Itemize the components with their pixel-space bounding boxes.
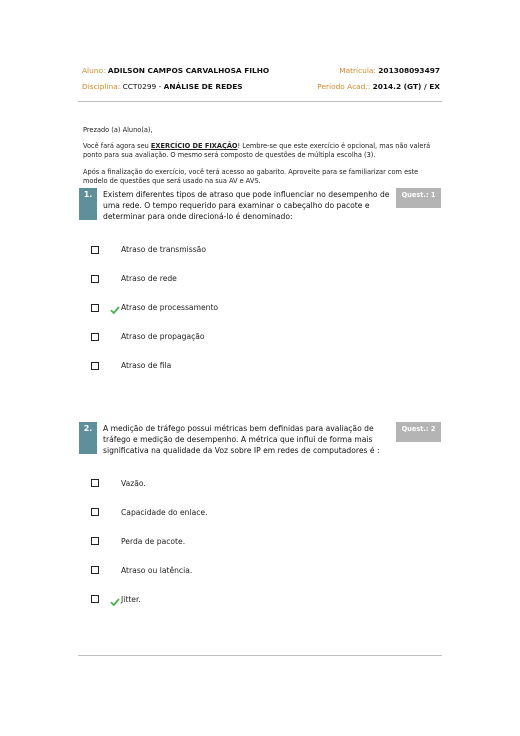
radio-square-icon[interactable] — [91, 479, 99, 487]
option-label: Atraso de transmissão — [121, 245, 206, 254]
radio-square-icon[interactable] — [91, 595, 99, 603]
radio-square-icon[interactable] — [91, 246, 99, 254]
radio-square-icon[interactable] — [91, 362, 99, 370]
question-line: determinar para onde direcioná-lo é denominado: — [103, 212, 293, 221]
radio-square-icon[interactable] — [91, 275, 99, 283]
check-icon — [110, 306, 120, 314]
radio-square-icon[interactable] — [91, 566, 99, 574]
option-label: Capacidade do enlace. — [121, 508, 208, 517]
intro-paragraph-1 — [83, 142, 443, 160]
question-number: 2. — [79, 422, 97, 454]
radio-square-icon[interactable] — [91, 333, 99, 341]
question-line: uma rede. O tempo requerido para examinar o cabeçalho do pacote e — [103, 201, 370, 210]
course-label: Disciplina: — [82, 82, 121, 91]
period-value: 2014.2 (GT) / EX — [372, 82, 440, 91]
option-label: Jitter. — [121, 595, 141, 604]
registration-number: 201308093497 — [378, 66, 440, 75]
question-number: 1. — [79, 188, 97, 220]
option-label: Atraso de propagação — [121, 332, 205, 341]
intro-text: ! Lembre-se que este exercício é opcional, mas não valerá — [237, 142, 431, 150]
registration-label: Matrícula: — [339, 66, 376, 75]
exercise-emphasis: EXERCÍCIO DE FIXAÇÃO — [150, 142, 238, 150]
student-name: ADILSON CAMPOS CARVALHOSA FILHO — [107, 66, 270, 75]
course-code: CCT0299 - — [122, 82, 164, 91]
question-tag: Quest.: 1 — [396, 188, 441, 208]
intro-text: Após a finalização do exercício, você terá acesso ao gabarito. Aproveite para se familiarizar com este — [83, 168, 419, 176]
option-label: Vazão. — [121, 479, 146, 488]
intro-text: Você fará agora seu — [83, 142, 151, 150]
radio-square-icon[interactable] — [91, 304, 99, 312]
option-label: Atraso ou latência. — [121, 566, 193, 575]
option-label: Perda de pacote. — [121, 537, 186, 546]
header-divider — [78, 101, 442, 102]
period-row — [317, 82, 440, 92]
question-line: Existem diferentes tipos de atraso que pode influenciar no desempenho de — [103, 190, 390, 199]
intro-text: ponto para sua avaliação. O mesmo será composto de questões de múltipla escolha (3). — [83, 151, 376, 159]
question-line: tráfego e medição de desempenho. A métrica que influi de forma mais — [103, 435, 373, 444]
question-text — [103, 423, 393, 456]
greeting: Prezado (a) Aluno(a), — [83, 126, 153, 134]
course-row — [82, 82, 243, 92]
option-label: Atraso de fila — [121, 361, 172, 370]
option-label: Atraso de processamento — [121, 303, 219, 312]
student-label: Aluno: — [82, 66, 106, 75]
radio-square-icon[interactable] — [91, 508, 99, 516]
course-name: ANÁLISE DE REDES — [163, 82, 243, 91]
registration-row — [339, 66, 440, 76]
check-icon — [110, 598, 120, 606]
question-line: A medição de tráfego possui métricas bem definidas para avaliação de — [103, 424, 374, 433]
intro-paragraph-2 — [83, 168, 443, 186]
question-tag: Quest.: 2 — [396, 422, 441, 442]
question-text — [103, 189, 393, 222]
intro-text: modelo de questões que será usado na sua AV e AVS. — [83, 177, 261, 185]
footer-divider — [78, 655, 442, 656]
option-label: Atraso de rede — [121, 274, 177, 283]
period-label: Período Acad.: — [317, 82, 371, 91]
question-line: significativa na qualidade da Voz sobre IP em redes de computadores é : — [103, 446, 380, 455]
radio-square-icon[interactable] — [91, 537, 99, 545]
student-row — [82, 66, 269, 76]
